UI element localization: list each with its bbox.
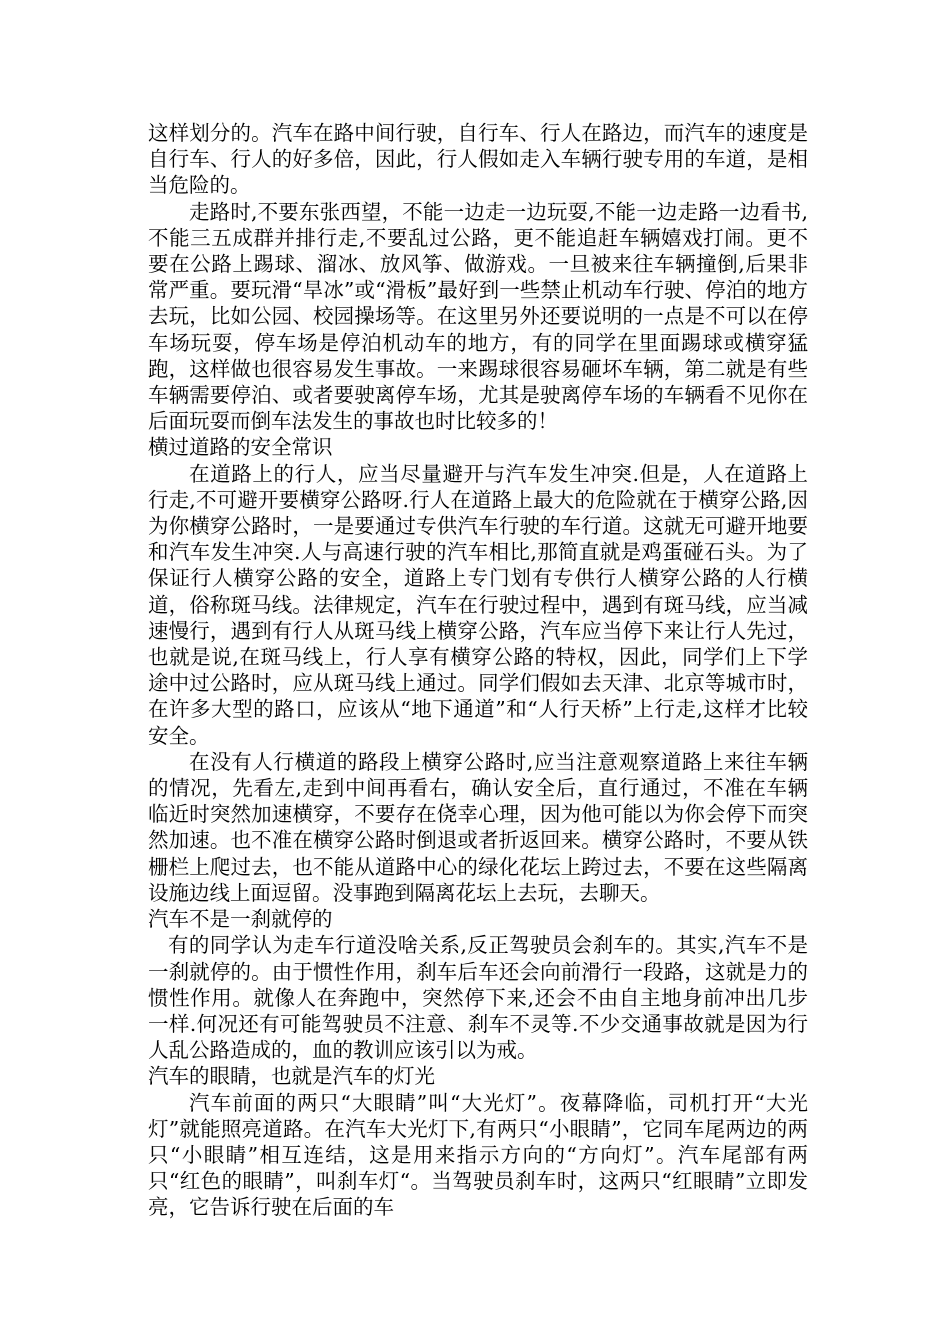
paragraph-continued: 这样划分的。汽车在路中间行驶，自行车、行人在路边，而汽车的速度是自行车、行人的好多倍，因此，行人假如走入车辆行驶专用的车道，是相当危险的。 xyxy=(148,121,808,198)
section-heading-braking: 汽车不是一刹就停的 xyxy=(148,907,333,932)
document-page xyxy=(148,120,808,1221)
paragraph-braking: 有的同学认为走车行道没啥关系,反正驾驶员会刹车的。其实,汽车不是一刹就停的。由于惯性作用，刹车后车还会向前滑行一段路，这就是力的惯性作用。就像人在奔跑中，突然停下来,还会不由自主地身前冲出几步一样.何况还有可能驾驶员不注意、刹车不灵等.不少交通事故就是因为行人乱公路造成的，血的教训应该引以为戒。 xyxy=(148,933,808,1063)
section-heading-lights: 汽车的眼睛，也就是汽车的灯光 xyxy=(148,1064,435,1089)
paragraph-walking-rules: 走路时,不要东张西望，不能一边走一边玩耍,不能一边走路一边看书,不能三五成群并排行走,不要乱过公路，更不能追赶车辆嬉戏打闹。更不要在公路上踢球、溜冰、放风筝、做游戏。一旦被来往车辆撞倒,后果非常严重。要玩滑“旱冰”或“滑板”最好到一些禁止机动车行驶、停泊的地方去玩，比如公园、校园操场等。在这里另外还要说明的一点是不可以在停车场玩耍，停车场是停泊机动车的地方，有的同学在里面踢球或横穿猛跑，这样做也很容易发生事故。一来踢球很容易砸坏车辆，第二就是有些车辆需要停泊、或者要驶离停车场，尤其是驶离停车场的车辆看不见你在后面玩耍而倒车法发生的事故也时比较多的！ xyxy=(148,199,808,434)
section-heading-crossing: 横过道路的安全常识 xyxy=(148,435,333,460)
paragraph-crossing-road: 在道路上的行人，应当尽量避开与汽车发生冲突.但是，人在道路上行走,不可避开要横穿公路呀.行人在道路上最大的危险就在于横穿公路,因为你横穿公路时，一是要通过专供汽车行驶的车行道。这就无可避开地要和汽车发生冲突.人与高速行驶的汽车相比,那简直就是鸡蛋碰石头。为了保证行人横穿公路的安全，道路上专门划有专供行人横穿公路的人行横道，俗称斑马线。法律规定，汽车在行驶过程中，遇到有斑马线，应当减速慢行，遇到有行人从斑马线上横穿公路，汽车应当停下来让行人先过，也就是说,在斑马线上，行人享有横穿公路的特权，因此，同学们上下学途中过公路时，应从斑马线上通过。同学们假如去天津、北京等城市时，在许多大型的路口，应该从“地下通道”和“人行天桥”上行走,这样才比较安全。 xyxy=(148,461,808,748)
paragraph-car-lights: 汽车前面的两只“大眼睛”叫“大光灯”。夜幕降临，司机打开“大光灯”就能照亮道路。在汽车大光灯下,有两只“小眼睛”，它同车尾两边的两只“小眼睛”相互连结，这是用来指示方向的“方向灯”。汽车尾部有两只“红色的眼睛”，叫刹车灯“。当驾驶员刹车时，这两只“红眼睛”立即发亮，它告诉行驶在后面的车 xyxy=(148,1090,808,1220)
paragraph-no-crosswalk: 在没有人行横道的路段上横穿公路时,应当注意观察道路上来往车辆的情况，先看左,走到中间再看右，确认安全后，直行通过，不准在车辆临近时突然加速横穿，不要存在侥幸心理，因为他可能以为你会停下而突然加速。也不准在横穿公路时倒退或者折返回来。横穿公路时，不要从铁栅栏上爬过去，也不能从道路中心的绿化花坛上跨过去，不要在这些隔离设施边线上面逗留。没事跑到隔离花坛上去玩，去聊天。 xyxy=(148,749,808,905)
